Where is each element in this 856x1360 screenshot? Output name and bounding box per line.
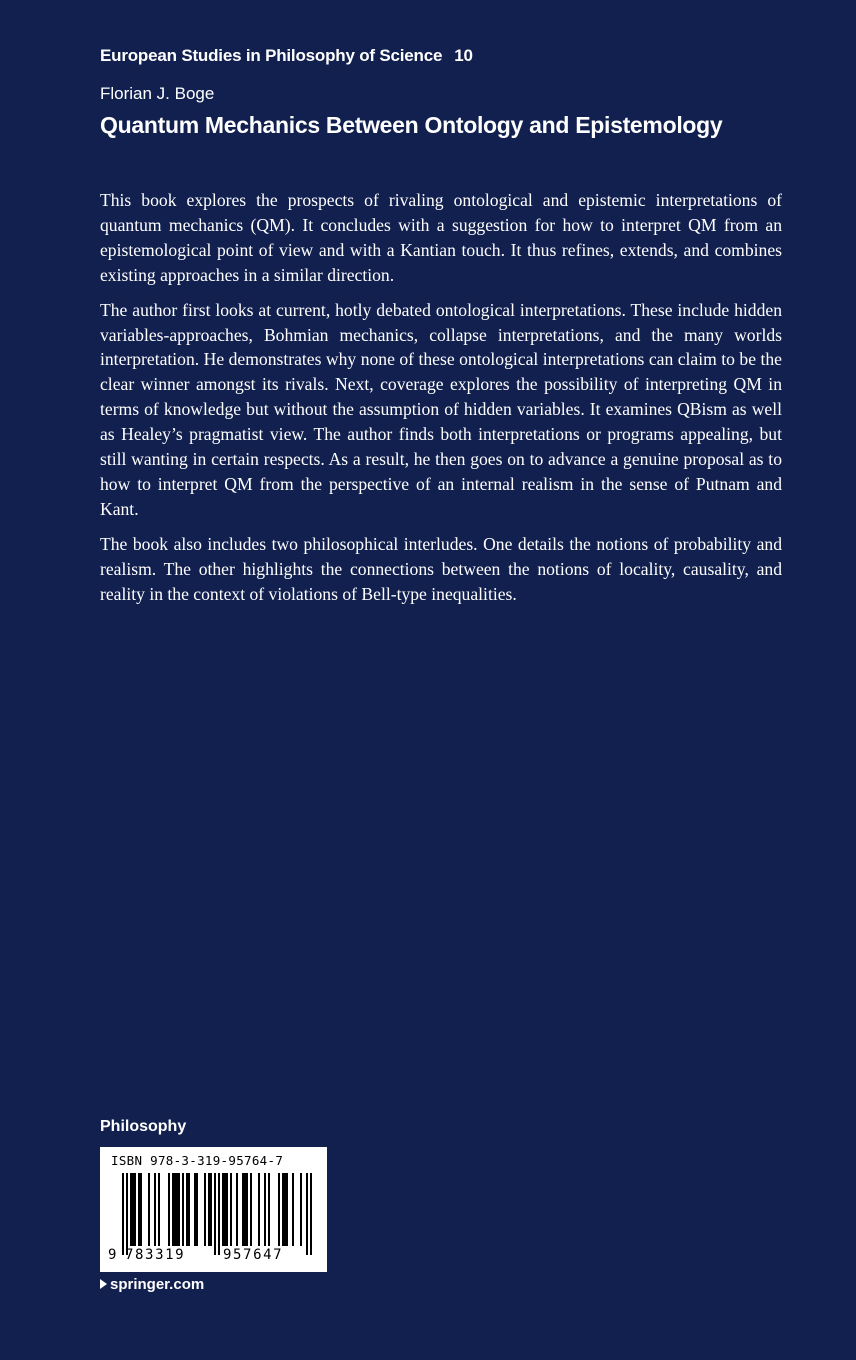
barcode-bar bbox=[246, 1173, 248, 1246]
isbn-label: ISBN 978-3-319-95764-7 bbox=[111, 1153, 284, 1168]
barcode-bar bbox=[284, 1173, 286, 1246]
barcode-bar bbox=[196, 1173, 198, 1246]
barcode-bar bbox=[178, 1173, 180, 1246]
barcode-bar bbox=[168, 1173, 170, 1246]
barcode-digits-right: 957647 bbox=[223, 1247, 284, 1263]
series-volume: 10 bbox=[454, 46, 473, 65]
author-name: Florian J. Boge bbox=[100, 84, 215, 103]
barcode-guard-bar bbox=[310, 1173, 312, 1255]
barcode-bar bbox=[282, 1173, 284, 1246]
barcode-guard-bar bbox=[126, 1173, 128, 1255]
barcode-bar bbox=[158, 1173, 160, 1246]
series-name: European Studies in Philosophy of Science bbox=[100, 46, 443, 65]
series-title bbox=[100, 46, 473, 66]
barcode-digits-left: 783319 bbox=[125, 1247, 186, 1263]
barcode-bar bbox=[222, 1173, 224, 1246]
barcode-bar bbox=[258, 1173, 260, 1246]
barcode-bar bbox=[264, 1173, 266, 1246]
barcode-bar bbox=[236, 1173, 238, 1246]
barcode-bar bbox=[176, 1173, 178, 1246]
barcode-guard-bar bbox=[214, 1173, 216, 1255]
publisher-link[interactable] bbox=[100, 1276, 204, 1293]
barcode-bar bbox=[194, 1173, 196, 1246]
barcode-bar bbox=[154, 1173, 156, 1246]
barcode-bar bbox=[224, 1173, 226, 1246]
description-paragraph: The author first looks at current, hotly debated ontological interpretations. These include hidden variables-approaches, Bohmian mechanics, collapse interpretations, and the many worlds interpretation. He demonstrates why none of these ontological interpretations can claim to be the clear winner amongst its rivals. Next, coverage explores the possibility of interpreting QM in terms of knowledge but without the assumption of hidden variables. It examines QBism as well as Healey’s pragmatist view. The author finds both interpretations or programs appealing, but still wanting in certain respects. As a result, he then goes on to advance a genuine proposal as to how to interpret QM from the perspective of an internal realism in the sense of Putnam and Kant. bbox=[100, 299, 782, 519]
barcode-bar bbox=[210, 1173, 212, 1246]
barcode-bar bbox=[230, 1173, 232, 1246]
barcode-digit-first: 9 bbox=[108, 1247, 117, 1263]
publisher-url: springer.com bbox=[110, 1276, 205, 1293]
subject-category: Philosophy bbox=[100, 1118, 187, 1135]
barcode-bar bbox=[148, 1173, 150, 1246]
barcode-bar bbox=[204, 1173, 206, 1246]
description-paragraph: This book explores the prospects of rivaling ontological and epistemic interpretations of quantum mechanics (QM). It concludes with a suggestion for how to interpret QM from an epistemological point of view and with a Kantian touch. It thus refines, extends, and combines existing approaches in a similar direction. bbox=[100, 190, 782, 285]
book-description bbox=[100, 188, 782, 617]
isbn-barcode bbox=[100, 1147, 327, 1272]
barcode-bar bbox=[242, 1173, 244, 1246]
barcode-bar bbox=[300, 1173, 302, 1246]
barcode-bar bbox=[132, 1173, 134, 1246]
barcode-bar bbox=[174, 1173, 176, 1246]
description-paragraph: The book also includes two philosophical interludes. One details the notions of probability and realism. The other highlights the connections between the notions of locality, causality, and reality in the context of violations of Bell-type inequalities. bbox=[100, 533, 782, 604]
barcode-bar bbox=[140, 1173, 142, 1246]
barcode-bar bbox=[250, 1173, 252, 1246]
barcode-bar bbox=[130, 1173, 132, 1246]
barcode-bar bbox=[188, 1173, 190, 1246]
barcode-bar bbox=[138, 1173, 140, 1246]
barcode-bar bbox=[208, 1173, 210, 1246]
barcode-bar bbox=[278, 1173, 280, 1246]
barcode-bar bbox=[134, 1173, 136, 1246]
barcode-bar bbox=[292, 1173, 294, 1246]
barcode-bar bbox=[186, 1173, 188, 1246]
barcode-bar bbox=[172, 1173, 174, 1246]
barcode-guard-bar bbox=[306, 1173, 308, 1255]
barcode-bar bbox=[226, 1173, 228, 1246]
barcode-bar bbox=[244, 1173, 246, 1246]
barcode-guard-bar bbox=[122, 1173, 124, 1255]
book-title: Quantum Mechanics Between Ontology and Epistemology bbox=[100, 112, 723, 138]
barcode-guard-bar bbox=[218, 1173, 220, 1255]
arrow-right-icon bbox=[100, 1279, 107, 1289]
barcode-bar bbox=[286, 1173, 288, 1246]
barcode-bar bbox=[182, 1173, 184, 1246]
barcode-bar bbox=[268, 1173, 270, 1246]
